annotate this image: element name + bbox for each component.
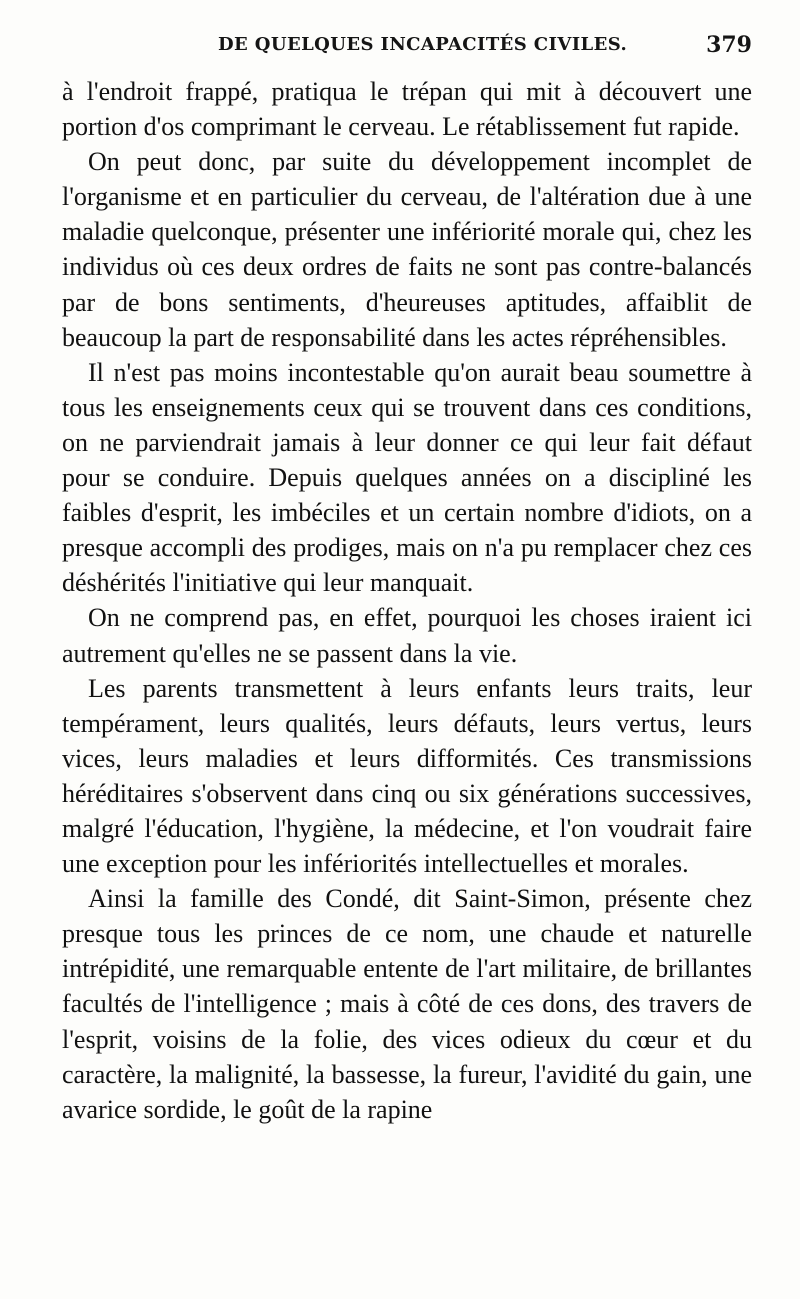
paragraph: Il n'est pas moins incontestable qu'on aurait beau soumettre à tous les enseignements ceux qui se trouvent dans ces conditions, on ne parviendrait jamais à leur donner ce qui leur fait défaut pour se conduire. Depuis quelques années on a discipliné les faibles d'esprit, les imbéciles et un certain nombre d'idiots, on a presque accompli des prodiges, mais on n'a pu remplacer chez ces déshérités l'initiative qui leur manquait. <box>62 357 752 598</box>
page-header <box>62 32 752 72</box>
paragraph: Les parents transmettent à leurs enfants leurs traits, leur tempérament, leurs qualités, leurs défauts, leurs vertus, leurs vices, leurs maladies et leurs difformités. Ces transmissions héréditaires s'observent dans cinq ou six générations successives, malgré l'éducation, l'hygiène, la médecine, et l'on voudrait faire une exception pour les infériorités intellectuelles et morales. <box>62 673 752 879</box>
paragraph: Ainsi la famille des Condé, dit Saint-Simon, présente chez presque tous les princes de ce nom, une chaude et naturelle intrépidité, une remarquable entente de l'art militaire, de brillantes facultés de l'intelligence ; mais à côté de ces dons, des travers de l'esprit, voisins de la folie, des vices odieux du cœur et du caractère, la malignité, la bassesse, la fureur, l'avidité du gain, une avarice sordide, le goût de la rapine <box>62 884 752 1124</box>
paragraph-continuation: à l'endroit frappé, pratiqua le trépan qui mit à découvert une portion d'os comprimant le cerveau. Le rétablissement fut rapide. <box>62 77 752 142</box>
paragraph: On peut donc, par suite du développement incomplet de l'organisme et en particulier du cerveau, de l'altération due à une maladie quelconque, présenter une infériorité morale qui, chez les individus où ces deux ordres de faits ne sont pas contre-balancés par de bons sentiments, d'heureuses aptitudes, affaiblit de beaucoup la part de responsabilité dans les actes répréhensibles. <box>62 147 752 352</box>
running-head: DE QUELQUES INCAPACITÉS CIVILES. <box>218 34 628 55</box>
paragraph: On ne comprend pas, en effet, pourquoi les choses iraient ici autrement qu'elles ne se passent dans la vie. <box>62 603 752 668</box>
page-number: 379 <box>706 32 752 58</box>
body-text <box>62 74 752 1127</box>
